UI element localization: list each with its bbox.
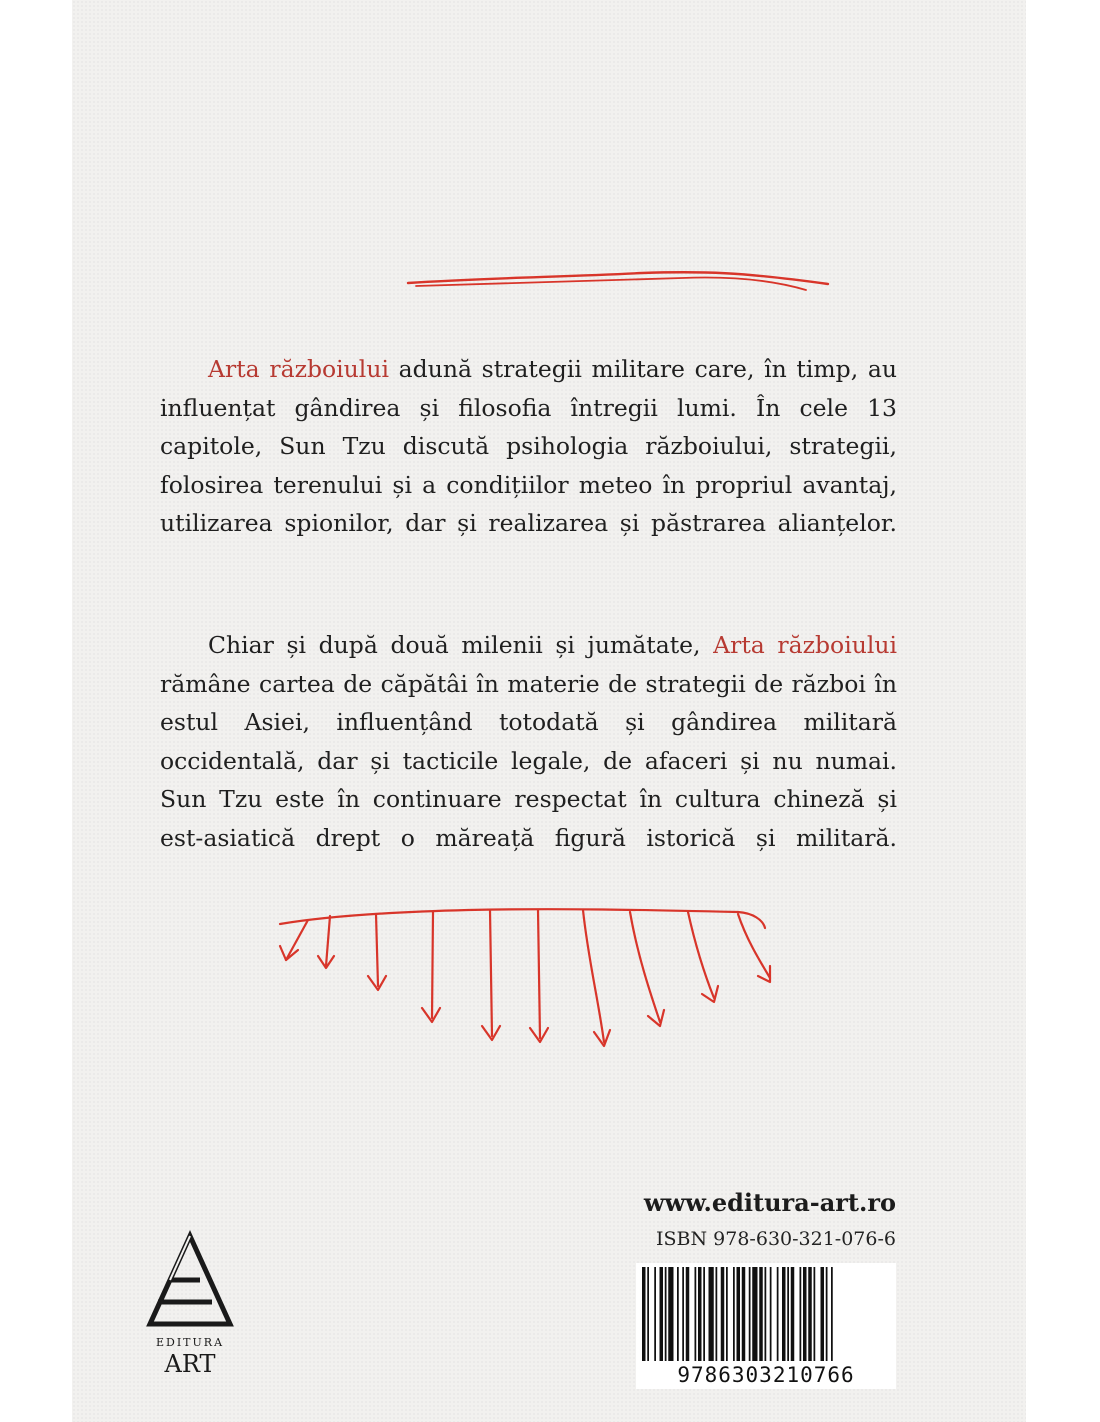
triangle-logo-icon <box>140 1228 240 1378</box>
red-arrows-icon <box>268 898 788 1098</box>
logo-label-large: ART <box>164 1350 216 1378</box>
blurb-paragraph-1 <box>160 350 897 582</box>
blurb-paragraph-2 <box>160 626 897 896</box>
isbn-number: ISBN 978-630-321-076-6 <box>656 1228 896 1250</box>
publisher-website: www.editura-art.ro <box>643 1188 896 1217</box>
red-brush-stroke-icon <box>402 262 834 298</box>
barcode-digits: 9786303210766 <box>677 1363 855 1387</box>
book-title-highlight: Arta războiului <box>208 355 389 383</box>
barcode <box>636 1263 896 1389</box>
blurb-text: Chiar și după două milenii și jumătate, <box>208 631 714 659</box>
logo-label-small: EDITURA <box>155 1336 225 1349</box>
book-title-highlight: Arta războiului <box>713 631 898 659</box>
blurb-text: adună strategii militare care, în timp, au influențat gândirea și filosofia întregii lumi. În cele 13 capitole, Sun Tzu discută psihologia războiului, strategii, folosirea terenului și a condițiilor meteo în propriul avantaj, utilizarea spionilor, dar și realizarea și păstrarea alianțelor. <box>160 355 898 538</box>
blurb-text: rămâne cartea de căpătâi în materie de strategii de război în estul Asiei, influențând totodată și gândirea militară occidentală, dar și tacticile legale, de afaceri și nu numai. Sun Tzu este în continuare respectat în cultura chineză și est-asiatică drept o măreață figură istorică și militară. <box>160 669 897 852</box>
